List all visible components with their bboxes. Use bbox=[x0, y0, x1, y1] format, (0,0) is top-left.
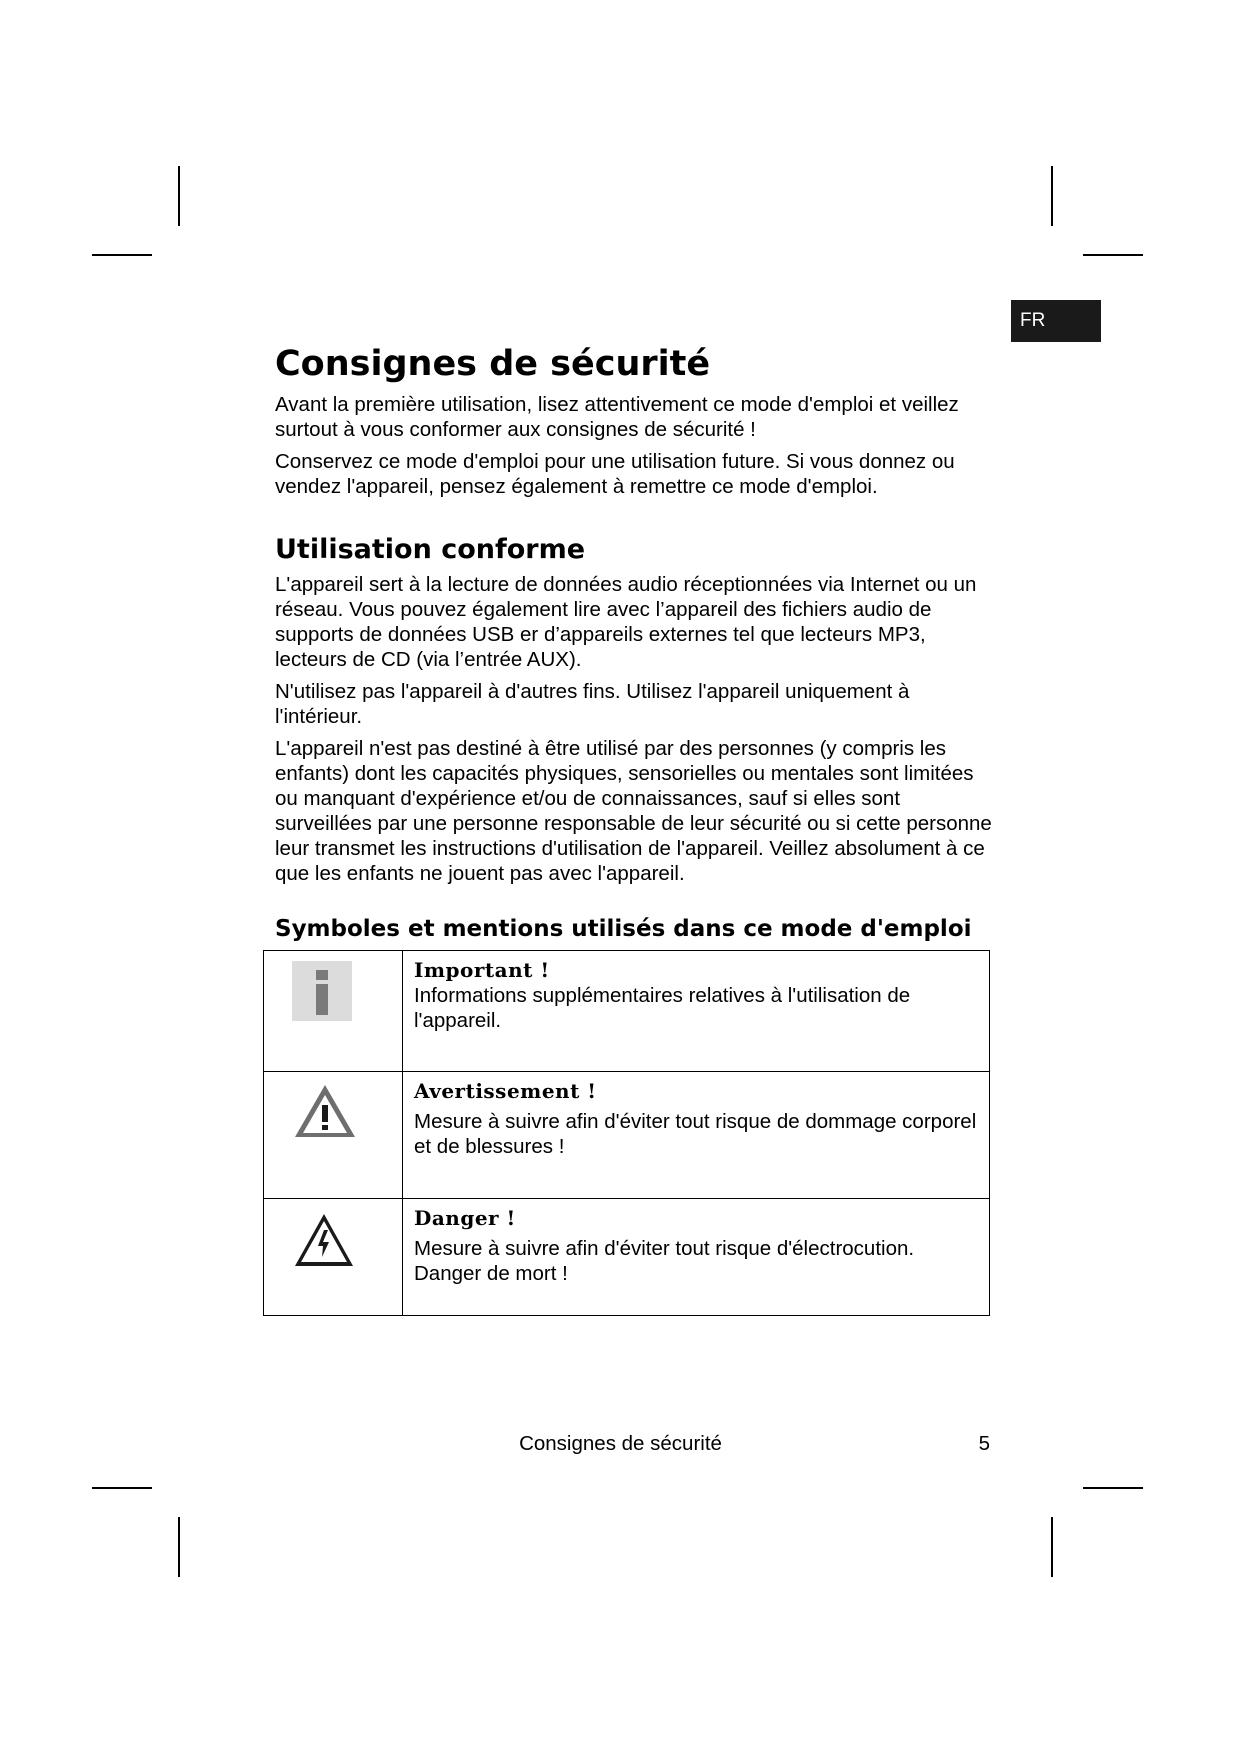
section-paragraph-1: L'appareil sert à la lecture de données audio réceptionnées via Internet ou un réseau. Vous pouvez également lire avec l’appareil des fichiers audio de supports de données USB er d’appareils externes tel que lecteurs MP3, lecteurs de CD (via l’entrée AUX). bbox=[275, 573, 977, 671]
crop-mark-bottom-right-vertical bbox=[1051, 1517, 1053, 1577]
page-title: Consignes de sécurité bbox=[275, 344, 711, 384]
symbol-description: Informations supplémentaires relatives à l'utilisation de l'appareil. bbox=[414, 984, 911, 1032]
symbol-label: Important ! bbox=[414, 958, 550, 982]
table-row bbox=[264, 1072, 990, 1199]
crop-mark-top-right-horizontal bbox=[1083, 254, 1143, 256]
text-cell bbox=[403, 1199, 990, 1316]
symbol-description: Mesure à suivre afin d'éviter tout risque de dommage corporel et de blessures ! bbox=[414, 1110, 977, 1158]
crop-mark-top-left-horizontal bbox=[92, 254, 152, 256]
intro-paragraph-2: Conservez ce mode d'emploi pour une utilisation future. Si vous donnez ou vendez l'appareil, pensez également à remettre ce mode d'emploi. bbox=[275, 450, 955, 498]
section-paragraph-3: L'appareil n'est pas destiné à être utilisé par des personnes (y compris les enfants) dont les capacités physiques, sensorielles ou mentales sont limitées ou manquant d'expérience et/ou de connaissances, sauf si elles sont surveillées par une personne responsable de leur sécurité ou si cette personne leur transmet les instructions d'utilisation de l'appareil. Veillez absolument à ce que les enfants ne jouent pas avec l'appareil. bbox=[275, 737, 992, 885]
crop-mark-bottom-left-vertical bbox=[178, 1517, 180, 1577]
section-heading: Utilisation conforme bbox=[275, 534, 586, 565]
crop-mark-top-left-vertical bbox=[178, 166, 180, 226]
crop-mark-top-right-vertical bbox=[1051, 166, 1053, 226]
symbol-label: Danger ! bbox=[414, 1206, 516, 1230]
text-cell bbox=[403, 1072, 990, 1199]
symbols-heading: Symboles et mentions utilisés dans ce mode d'emploi bbox=[275, 916, 972, 942]
icon-cell bbox=[264, 1072, 403, 1199]
page-number: 5 bbox=[978, 1432, 990, 1455]
table-row bbox=[264, 1199, 990, 1316]
crop-mark-bottom-left-horizontal bbox=[92, 1487, 152, 1489]
section-paragraph-2: N'utilisez pas l'appareil à d'autres fins. Utilisez l'appareil uniquement à l'intérieur. bbox=[275, 680, 910, 728]
footer-title: Consignes de sécurité bbox=[519, 1432, 722, 1455]
info-icon bbox=[292, 961, 352, 1021]
symbols-table bbox=[263, 950, 990, 1316]
crop-mark-bottom-right-horizontal bbox=[1083, 1487, 1143, 1489]
language-tab: FR bbox=[1011, 300, 1101, 342]
warning-triangle-icon bbox=[292, 1082, 358, 1140]
table-row bbox=[264, 951, 990, 1072]
icon-cell bbox=[264, 951, 403, 1072]
symbol-label: Avertissement ! bbox=[414, 1079, 597, 1103]
electric-shock-icon bbox=[292, 1211, 356, 1269]
page-content bbox=[275, 338, 995, 950]
icon-cell bbox=[264, 1199, 403, 1316]
intro-paragraph-1: Avant la première utilisation, lisez attentivement ce mode d'emploi et veillez surtout à vous conformer aux consignes de sécurité ! bbox=[275, 393, 959, 441]
symbol-description: Mesure à suivre afin d'éviter tout risque d'électrocution. Danger de mort ! bbox=[414, 1237, 915, 1285]
text-cell bbox=[403, 951, 990, 1072]
